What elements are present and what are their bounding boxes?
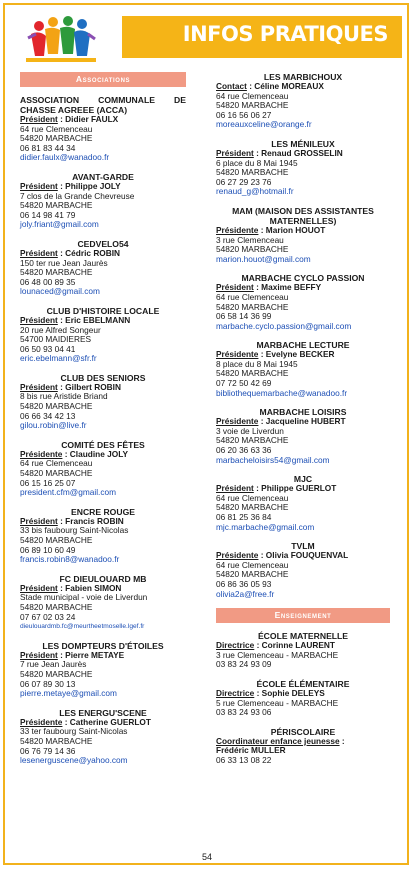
entry-address: 64 rue Clemenceau: [216, 492, 289, 503]
entry-phone: 06 16 56 06 27: [216, 109, 272, 120]
entry-phone: 03 83 24 93 06: [216, 707, 272, 718]
entry-address: 64 rue Clemenceau: [20, 458, 93, 469]
role-person: : Evelyne BECKER: [258, 349, 335, 360]
role-person: :: [339, 735, 345, 746]
role-person: : Sophie DELEYS: [254, 687, 325, 698]
contact-entry: [20, 708, 186, 766]
role-label: Président: [20, 582, 58, 593]
role-label: Président: [20, 314, 58, 325]
role-person: : Renaud GROSSELIN: [253, 147, 343, 158]
entry-name: PÉRISCOLAIRE: [270, 726, 336, 737]
entry-address: 54820 MARBACHE: [20, 200, 93, 211]
entry-address: 54820 MARBACHE: [216, 435, 289, 446]
entry-address: 54820 MARBACHE: [20, 668, 93, 679]
contact-entry: [216, 727, 390, 766]
role-label: Présidente: [216, 416, 259, 427]
role-label: Présidente: [216, 349, 259, 360]
role-person: : Maxime BEFFY: [253, 282, 322, 293]
entry-address: 7 clos de la Grande Chevreuse: [20, 190, 135, 201]
entry-name: CLUB DES SENIORS: [60, 372, 146, 383]
entry-email-link[interactable]: marion.houot@gmail.com: [216, 253, 311, 264]
entry-email-link[interactable]: eric.ebelmann@sfr.fr: [20, 353, 97, 364]
entry-email-link[interactable]: mjc.marbache@gmail.com: [216, 521, 315, 532]
section-header-enseignement: Enseignement: [216, 608, 390, 623]
entry-name: AVANT-GARDE: [72, 171, 134, 182]
entry-address: 54820 MARBACHE: [216, 244, 289, 255]
contact-entry: [20, 172, 186, 230]
entry-name: MJC: [293, 474, 313, 485]
entry-phone: 06 81 83 44 34: [20, 142, 76, 153]
role-person: : Pierre METAYE: [57, 649, 125, 660]
entry-name: LES DOMPTEURS D'ÉTOILES: [42, 640, 164, 651]
entry-name: ENCRE ROUGE: [71, 506, 135, 517]
role-person: : Claudine JOLY: [62, 448, 129, 459]
entry-address: 33 bis faubourg Saint-Nicolas: [20, 525, 129, 536]
entry-phone: 06 66 34 42 13: [20, 410, 76, 421]
role-label: Présidente: [20, 716, 63, 727]
contact-entry: [216, 273, 390, 331]
entry-email-link[interactable]: marbache.cyclo.passion@gmail.com: [216, 320, 352, 331]
entry-name: ÉCOLE ÉLÉMENTAIRE: [256, 678, 350, 689]
contact-entry: [20, 574, 186, 632]
role-label: Président: [20, 515, 58, 526]
role-label: Directrice: [216, 687, 255, 698]
entry-name: CLUB D'HISTOIRE LOCALE: [46, 305, 160, 316]
role-person: : Cédric ROBIN: [57, 247, 121, 258]
entry-address: 54820 MARBACHE: [216, 100, 289, 111]
contact-entry: [20, 239, 186, 297]
entry-address: 64 rue Clemenceau: [216, 291, 289, 302]
entry-name: LES MARBICHOUX: [263, 72, 343, 82]
entry-email-link[interactable]: pierre.metaye@gmail.com: [20, 688, 117, 699]
entry-phone: 06 76 79 14 36: [20, 745, 76, 756]
entry-address: 54820 MARBACHE: [20, 267, 93, 278]
entry-phone: 06 15 16 25 07: [20, 477, 76, 488]
contact-entry: [216, 139, 390, 197]
entry-phone: 06 48 00 89 35: [20, 276, 76, 287]
entry-phone: 07 67 02 03 24: [20, 611, 76, 622]
entry-email-link[interactable]: lounaced@gmail.com: [20, 286, 100, 297]
entry-name: MARBACHE CYCLO PASSION: [241, 273, 365, 284]
entry-name: MAM (MAISON DES ASSISTANTES MATERNELLES): [232, 205, 374, 226]
role-label: Président: [216, 483, 254, 494]
role-label: Coordinateur enfance jeunesse: [216, 735, 340, 746]
contact-entry: [216, 679, 390, 718]
entry-email-link[interactable]: dieulouardmb.fc@meurtheetmoselle.lgef.fr: [20, 623, 145, 631]
role-person: : Jacqueline HUBERT: [258, 416, 346, 427]
entry-phone: 03 83 24 93 09: [216, 659, 272, 670]
entry-name: LES MÉNILEUX: [271, 138, 335, 149]
role-label: Président: [216, 147, 254, 158]
entry-address: 54820 MARBACHE: [216, 301, 289, 312]
entry-name: ASSOCIATION COMMUNALE DE CHASSE AGREEE (ACCA): [20, 95, 186, 115]
entry-phone: 06 86 36 05 93: [216, 578, 272, 589]
entry-name: LES ENERGU'SCENE: [59, 707, 147, 718]
entry-name: CEDVELO54: [77, 238, 129, 249]
role-label: Directrice: [216, 640, 255, 651]
role-person: : Corinne LAURENT: [254, 640, 335, 651]
entry-name: ÉCOLE MATERNELLE: [257, 631, 349, 642]
entry-name: TVLM: [291, 541, 315, 552]
entry-address: 3 voie de Liverdun: [216, 425, 284, 436]
entry-phone: 06 33 13 08 22: [216, 754, 272, 765]
role-label: Président: [216, 282, 254, 293]
role-person: : Fabien SIMON: [57, 582, 122, 593]
role-label: Président: [20, 180, 58, 191]
entry-address: 54820 MARBACHE: [20, 601, 93, 612]
entry-address: 54820 MARBACHE: [216, 502, 289, 513]
entry-address: 54820 MARBACHE: [216, 569, 289, 580]
contact-entry: [20, 306, 186, 364]
role-person: : Didier FAULX: [57, 114, 119, 124]
entry-email-link[interactable]: olivia2a@free.fr: [216, 588, 275, 599]
entry-address: 150 ter rue Jean Jaurès: [20, 257, 108, 268]
entry-name: MARBACHE LOISIRS: [259, 407, 347, 418]
role-person: : Philippe JOLY: [57, 180, 121, 191]
entry-address: 54820 MARBACHE: [20, 468, 93, 479]
entry-phone: 07 72 50 42 69: [216, 378, 272, 389]
contact-entry: [20, 440, 186, 498]
role-label: Président: [20, 114, 58, 124]
entry-address: 54820 MARBACHE: [216, 368, 289, 379]
role-label: Président: [20, 247, 58, 258]
role-person: : Céline MOREAUX: [246, 81, 324, 91]
entry-phone: 06 58 14 36 99: [216, 311, 272, 322]
entry-email-link[interactable]: moreauxceline@orange.fr: [216, 119, 312, 130]
entry-email-link[interactable]: lesenerguscene@yahoo.com: [20, 755, 128, 766]
entry-email-link[interactable]: president.cfm@gmail.com: [20, 487, 117, 498]
contact-entry: [216, 206, 390, 264]
entry-address: 8 bis rue Aristide Briand: [20, 391, 108, 402]
entry-address: 54820 MARBACHE: [216, 167, 289, 178]
entry-email-link[interactable]: marbacheloisirs54@gmail.com: [216, 454, 330, 465]
entry-phone: 06 20 36 63 36: [216, 445, 272, 456]
role-person: : Philippe GUERLOT: [253, 483, 337, 494]
entry-email-link[interactable]: renaud_g@hotmail.fr: [216, 186, 294, 197]
entry-address: 54820 MARBACHE: [20, 735, 93, 746]
entry-address: 64 rue Clemenceau: [20, 123, 93, 134]
entry-phone: 06 89 10 60 49: [20, 544, 76, 555]
entry-address: 33 ter faubourg Saint-Nicolas: [20, 726, 128, 737]
contact-entry: [216, 72, 390, 130]
entry-address: 54700 MAIDIERES: [20, 334, 92, 345]
page-title: INFOS PRATIQUES: [182, 22, 388, 46]
contact-entry: [20, 641, 186, 699]
role-person: : Francis ROBIN: [57, 515, 124, 526]
contact-entry: [216, 407, 390, 465]
entry-address: 54820 MARBACHE: [20, 535, 93, 545]
entry-name: FC DIEULOUARD MB: [59, 573, 147, 584]
right-column: [216, 72, 390, 775]
role-label: Présidente: [216, 224, 259, 235]
role-person: : Eric EBELMANN: [57, 314, 131, 325]
entry-address: 3 rue Clemenceau - MARBACHE: [216, 649, 339, 660]
role-label: Présidente: [216, 550, 259, 561]
role-label: Président: [20, 649, 58, 660]
section-header-associations: Associations: [20, 72, 186, 87]
contact-entry: [216, 541, 390, 599]
contact-entry: [20, 373, 186, 431]
entry-address: 64 rue Clemenceau: [216, 559, 289, 570]
role-person: : Marion HOUOT: [258, 224, 326, 235]
entry-phone: 06 50 93 04 41: [20, 343, 76, 354]
entry-email-link[interactable]: francis.robin8@wanadoo.fr: [20, 554, 120, 565]
entry-person: Frédéric MULLER: [216, 745, 286, 756]
contact-entry: [20, 95, 186, 163]
entry-name: MARBACHE LECTURE: [256, 340, 350, 351]
entry-address: 54820 MARBACHE: [20, 133, 93, 144]
entry-phone: 06 27 29 23 76: [216, 176, 272, 187]
role-label: Présidente: [20, 448, 63, 459]
page-number: 54: [201, 852, 212, 862]
entry-address: 64 rue Clemenceau: [216, 90, 289, 101]
entry-address: Stade municipal - voie de Liverdun: [20, 592, 148, 603]
contact-entry: [216, 474, 390, 532]
entry-email-link[interactable]: bibliothequemarbache@wanadoo.fr: [216, 387, 348, 398]
contact-entry: [216, 340, 390, 398]
role-person: : Olivia FOUQUENVAL: [258, 550, 349, 561]
entry-address: 3 rue Clemenceau: [216, 234, 284, 245]
contact-entry: [216, 631, 390, 670]
role-label: Contact: [216, 81, 247, 91]
entry-phone: 06 81 25 36 84: [216, 512, 272, 522]
entry-name: COMITÉ DES FÊTES: [61, 439, 145, 450]
entry-email-link[interactable]: joly.friant@gmail.com: [20, 219, 99, 230]
people-group-logo-icon: [26, 12, 96, 68]
role-person: : Gilbert ROBIN: [57, 381, 121, 392]
entry-address: 6 place du 8 Mai 1945: [216, 157, 298, 168]
entry-address: 8 place du 8 Mai 1945: [216, 358, 298, 369]
header-banner: [122, 16, 402, 58]
contact-entry: [20, 507, 186, 565]
entry-phone: 06 07 89 30 13: [20, 678, 76, 689]
entry-address: 54820 MARBACHE: [20, 401, 93, 412]
entry-email-link[interactable]: didier.faulx@wanadoo.fr: [20, 152, 110, 163]
role-label: Président: [20, 381, 58, 392]
role-person: : Catherine GUERLOT: [62, 716, 151, 727]
entry-address: 5 rue Clemenceau - MARBACHE: [216, 697, 339, 708]
left-column: [20, 72, 186, 775]
entry-address: 7 rue Jean Jaurès: [20, 659, 87, 670]
entry-email-link[interactable]: gilou.robin@live.fr: [20, 420, 87, 431]
entry-address: 20 rue Alfred Songeur: [20, 324, 101, 335]
entry-phone: 06 14 98 41 79: [20, 209, 76, 220]
